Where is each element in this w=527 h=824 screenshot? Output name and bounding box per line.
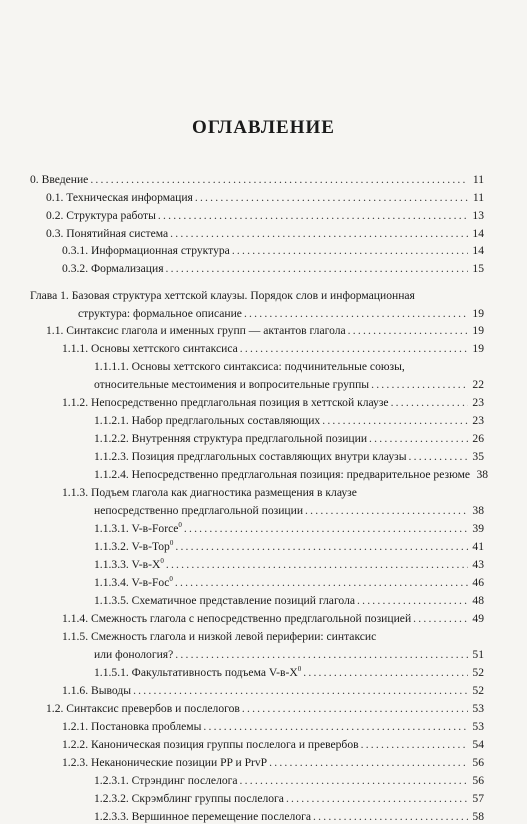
superscript: 0	[169, 575, 173, 584]
toc-entry[interactable]	[94, 774, 484, 788]
page-number: 19	[472, 342, 484, 355]
toc-entry[interactable]	[46, 702, 484, 716]
toc-entry-heading: Глава 1. Базовая структура хеттской клаузы. Порядок слов и информационная	[30, 289, 415, 302]
toc-entry[interactable]	[94, 522, 484, 536]
page-number: 51	[472, 648, 484, 661]
toc-entry-title: 1.1.2.2. Внутренняя структура предглагольной позиции	[94, 432, 368, 445]
toc-entry-title: 1.1.3.2. V-в-Top$^0$	[94, 539, 174, 553]
toc-entry[interactable]	[94, 648, 484, 662]
page-number: 52	[472, 666, 484, 679]
toc-entry-title: 1.1.2.3. Позиция предглагольных составляющих внутри клаузы	[94, 450, 407, 463]
toc-entry-title: структура: формальное описание	[78, 307, 242, 320]
page-number: 56	[472, 756, 484, 769]
page-number: 53	[472, 702, 484, 715]
dot-leader	[133, 684, 468, 698]
toc-entry-title: 1.1. Синтаксис глагола и именных групп — актантов глагола	[46, 324, 346, 337]
dot-leader	[166, 262, 468, 276]
page-title: ОГЛАВЛЕНИЕ	[192, 117, 335, 138]
toc-entry[interactable]	[62, 684, 484, 698]
toc-entry[interactable]	[94, 450, 484, 464]
toc-entry[interactable]	[62, 244, 484, 258]
dot-leader	[409, 450, 468, 464]
dot-leader	[175, 540, 468, 554]
dot-leader	[361, 738, 468, 752]
page-number: 58	[472, 810, 484, 823]
toc-entry[interactable]	[62, 738, 484, 752]
dot-leader	[391, 396, 468, 410]
toc-entry[interactable]	[94, 540, 484, 554]
toc-entry[interactable]	[94, 378, 484, 392]
toc-entry-title: 1.1.3.3. $V-в-X^0$	[94, 557, 164, 571]
page-number: 38	[476, 468, 489, 481]
toc-entry-title: 0.3.1. Информационная структура	[62, 244, 230, 257]
page-number: 13	[472, 209, 484, 222]
page-number: 11	[472, 191, 484, 204]
superscript: 0	[160, 557, 164, 566]
page-number: 52	[472, 684, 484, 697]
toc-entry[interactable]	[94, 432, 484, 446]
toc-entry-title: 1.1.3.4. V-в-Foc$^0$	[94, 575, 173, 589]
page-number: 48	[472, 594, 484, 607]
dot-leader	[166, 558, 468, 572]
toc-entry-title: непосредственно предглагольной позиции	[94, 504, 304, 517]
toc-entry-heading: 1.1.1.1. Основы хеттского синтаксиса: подчинительные союзы,	[94, 360, 405, 373]
page-number: 15	[472, 262, 484, 275]
page-number: 35	[472, 450, 484, 463]
toc-entry[interactable]	[62, 756, 484, 770]
toc-entry[interactable]	[30, 173, 484, 187]
toc-entry[interactable]	[46, 209, 484, 223]
page-number: 19	[472, 324, 484, 337]
toc-entry-title: 1.1.3.1. V-в-Force$^0$	[94, 521, 182, 535]
dot-leader	[371, 378, 468, 392]
dot-leader	[348, 324, 468, 338]
dot-leader	[369, 432, 468, 446]
dot-leader	[240, 774, 468, 788]
dot-leader	[175, 648, 468, 662]
page-number: 54	[472, 738, 484, 751]
toc-entry[interactable]	[62, 720, 484, 734]
page-number: 41	[472, 540, 484, 553]
toc-entry-title: 1.2.3.3. Вершинное перемещение послелога	[94, 810, 312, 823]
dot-leader	[313, 810, 468, 824]
toc-entry-title: относительные местоимения и вопросительные группы	[94, 378, 370, 391]
dot-leader	[240, 342, 468, 356]
dot-leader	[357, 594, 468, 608]
toc-entry[interactable]	[94, 594, 484, 608]
page-number: 57	[472, 792, 484, 805]
dot-leader	[269, 756, 468, 770]
toc-entry[interactable]	[46, 324, 484, 338]
toc-entry[interactable]	[94, 558, 484, 572]
page-number: 43	[472, 558, 484, 571]
toc-entry-title: 1.1.4. Смежность глагола с непосредственно предглагольной позицией	[62, 612, 412, 625]
page-number: 22	[472, 378, 484, 391]
toc-entry[interactable]	[94, 504, 484, 518]
dot-leader	[203, 720, 468, 734]
dot-leader	[322, 414, 468, 428]
toc-entry[interactable]	[62, 612, 484, 626]
toc-entry[interactable]	[78, 307, 484, 321]
dot-leader	[90, 173, 468, 187]
toc-entry-title: или фонология?	[94, 648, 174, 661]
toc-entry[interactable]	[46, 227, 484, 241]
superscript: 0	[297, 665, 302, 674]
dot-leader	[305, 504, 468, 518]
page-number: 14	[472, 244, 484, 257]
dot-leader	[195, 191, 468, 205]
dot-leader	[184, 522, 468, 536]
toc-entry-title: 1.1.5.1. Факультативность подъема $V-в-X^0$	[94, 665, 302, 679]
toc-entry[interactable]	[94, 810, 484, 824]
toc-entry-heading: 1.1.5. Смежность глагола и низкой левой периферии: синтаксис	[62, 630, 377, 643]
dot-leader	[303, 666, 468, 680]
dot-leader	[170, 227, 468, 241]
toc-entry-title: 1.1.1. Основы хеттского синтаксиса	[62, 342, 238, 355]
dot-leader	[175, 576, 468, 590]
toc-entry-title: 1.2. Синтаксис превербов и послелогов	[46, 702, 240, 715]
page-number: 39	[472, 522, 484, 535]
page-number: 46	[472, 576, 484, 589]
toc-entry-title: 1.1.3.5. Схематичное представление позиций глагола	[94, 594, 355, 607]
page-number: 11	[472, 173, 484, 186]
toc-entry-title: 1.1.6. Выводы	[62, 684, 132, 697]
page-number: 23	[472, 414, 484, 427]
toc-entry[interactable]	[94, 468, 489, 482]
dot-leader	[232, 244, 468, 258]
toc-entry[interactable]	[94, 666, 484, 680]
toc-entry[interactable]	[62, 342, 484, 356]
page-number: 49	[472, 612, 484, 625]
page-number: 23	[472, 396, 484, 409]
toc-entry[interactable]	[62, 396, 484, 410]
dot-leader	[158, 209, 468, 223]
toc-entry[interactable]	[46, 191, 484, 205]
toc-entry-heading: 1.1.3. Подъем глагола как диагностика размещения в клаузе	[62, 486, 357, 499]
toc-entry-title: 0.3. Понятийная система	[46, 227, 169, 240]
toc-entry-title: 1.2.2. Каноническая позиция группы послелога и превербов	[62, 738, 359, 751]
dot-leader	[242, 702, 468, 716]
page-number: 56	[472, 774, 484, 787]
toc-entry[interactable]	[62, 262, 484, 276]
toc-entry-title: 0.1. Техническая информация	[46, 191, 193, 204]
toc-entry-title: 1.1.2.1. Набор предглагольных составляющих	[94, 414, 321, 427]
superscript: 0	[169, 539, 174, 548]
toc-entry-title: 0.2. Структура работы	[46, 209, 156, 222]
dot-leader	[413, 612, 468, 626]
toc-entry-title: 1.2.3. Неканонические позиции PP и PrvP	[62, 756, 268, 769]
toc-entry[interactable]	[94, 792, 484, 806]
toc-entry-title: 1.2.3.1. Стрэндинг послелога	[94, 774, 238, 787]
superscript: 0	[178, 521, 182, 530]
page-number: 38	[472, 504, 484, 517]
toc-entry-title: 1.1.2. Непосредственно предглагольная позиция в хеттской клаузе	[62, 396, 389, 409]
toc-entry[interactable]	[94, 576, 484, 590]
toc-entry-title: 0.3.2. Формализация	[62, 262, 164, 275]
toc-entry-title: 1.1.2.4. Непосредственно предглагольная позиция: предварительное резюме	[94, 468, 471, 481]
page-number: 26	[472, 432, 484, 445]
toc-entry[interactable]	[94, 414, 484, 428]
toc-entry-title: 1.2.1. Постановка проблемы	[62, 720, 202, 733]
toc-entry-title: 1.2.3.2. Скрэмблинг группы послелога	[94, 792, 284, 805]
dot-leader	[286, 792, 468, 806]
page-number: 19	[472, 307, 484, 320]
toc-entry-title: 0. Введение	[30, 173, 89, 186]
dot-leader	[244, 307, 468, 321]
page-number: 14	[472, 227, 484, 240]
page-number: 53	[472, 720, 484, 733]
